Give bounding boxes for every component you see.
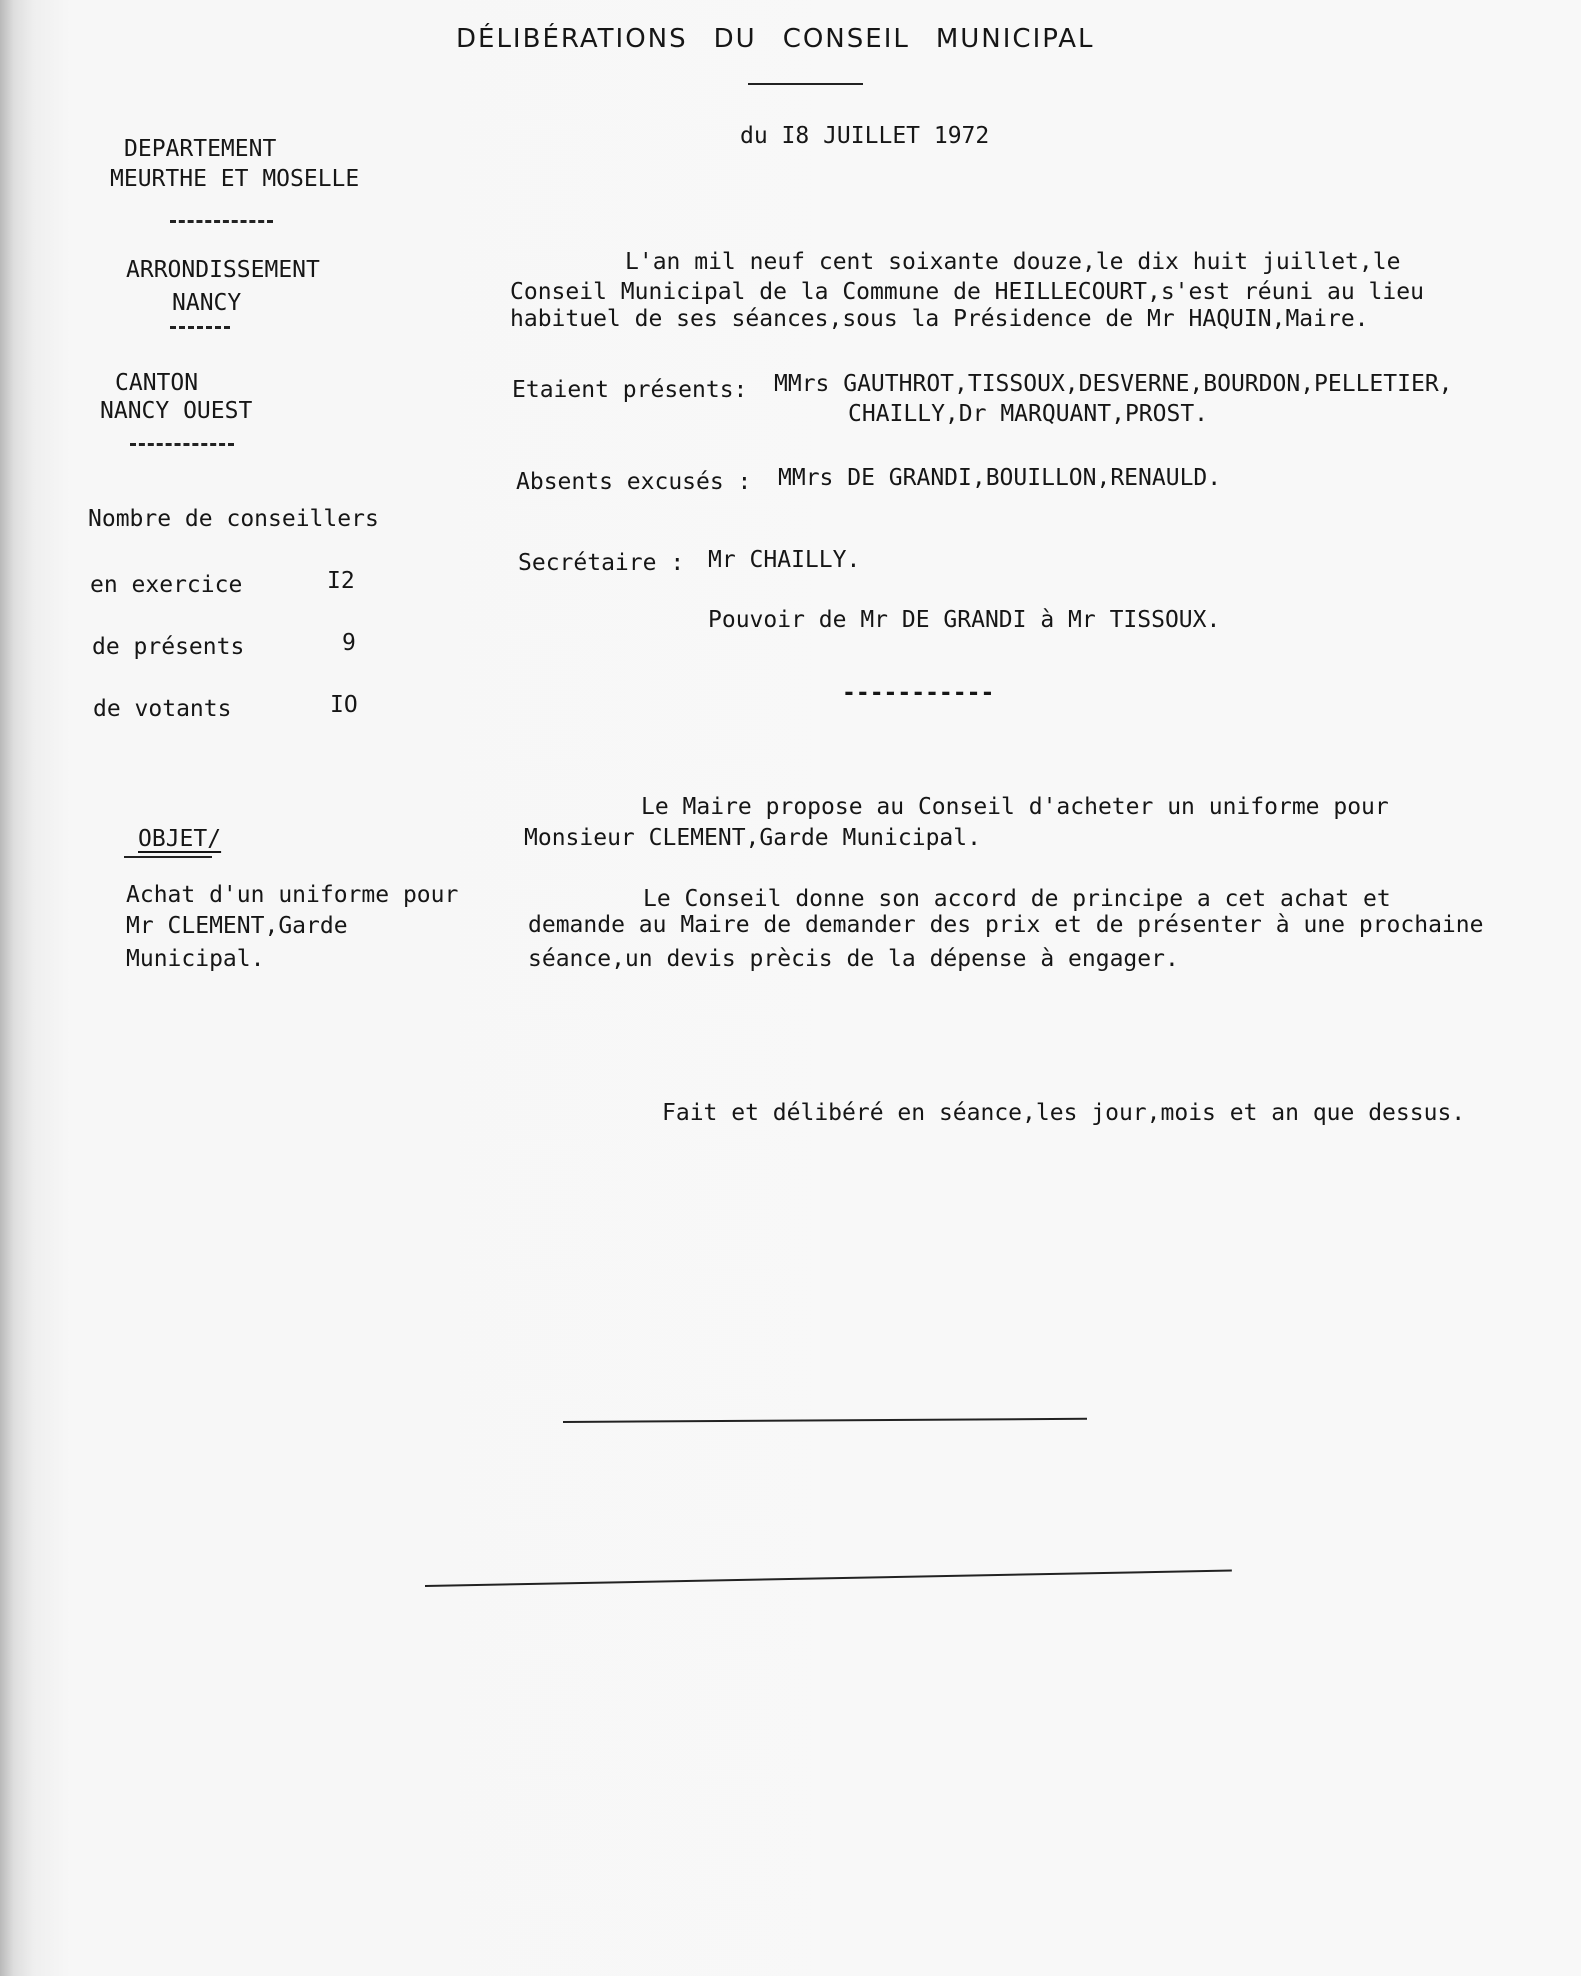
title-word-du: DU (713, 24, 757, 54)
title-word-municipal: MUNICIPAL (935, 24, 1095, 54)
presents-label: Etaient présents: (512, 377, 748, 403)
signature-line-1 (563, 1418, 1087, 1423)
arrondissement-label: ARRONDISSEMENT (126, 257, 320, 283)
intro-line-1: L'an mil neuf cent soixante douze,le dix huit juillet,le (625, 249, 1401, 275)
absents-label: Absents excusés : (516, 469, 752, 495)
decision-line-1: Le Conseil donne son accord de principe a cet achat et (643, 886, 1391, 912)
intro-line-2: Conseil Municipal de la Commune de HEILLECOURT,s'est réuni au lieu (510, 279, 1424, 305)
count-label-exercice: en exercice (90, 572, 243, 598)
meeting-date: du I8 JUILLET 1972 (740, 123, 990, 149)
arrondissement-value: NANCY (172, 290, 242, 316)
secretaire-label: Secrétaire : (518, 550, 685, 576)
title-word-deliberations: DÉLIBÉRATIONS (456, 24, 688, 54)
sidebar-divider-2 (170, 326, 230, 329)
document-title (456, 24, 1095, 54)
presents-line-2: CHAILLY,Dr MARQUANT,PROST. (848, 401, 1209, 427)
closing-line: Fait et délibéré en séance,les jour,mois et an que dessus. (662, 1100, 1466, 1126)
objet-line-1: Achat d'un uniforme pour (126, 882, 459, 908)
signature-line-2 (425, 1570, 1232, 1587)
conseillers-label: Nombre de conseillers (88, 506, 379, 532)
secretaire-value: Mr CHAILLY. (708, 547, 861, 573)
objet-label: OBJET/ (138, 826, 222, 852)
sidebar-divider-1 (170, 220, 273, 223)
objet-line-2: Mr CLEMENT,Garde (126, 913, 348, 939)
decision-line-2: demande au Maire de demander des prix et de présenter à une prochaine (528, 912, 1484, 938)
departement-label: DEPARTEMENT (124, 136, 277, 162)
count-label-presents: de présents (92, 634, 245, 660)
count-label-votants: de votants (93, 696, 232, 722)
intro-line-3: habituel de ses séances,sous la Présidence de Mr HAQUIN,Maire. (510, 306, 1369, 332)
pouvoir-line: Pouvoir de Mr DE GRANDI à Mr TISSOUX. (708, 607, 1221, 633)
canton-label: CANTON (115, 370, 199, 396)
presents-line-1: MMrs GAUTHROT,TISSOUX,DESVERNE,BOURDON,PELLETIER, (774, 371, 1453, 397)
proposal-line-1: Le Maire propose au Conseil d'acheter un uniforme pour (641, 794, 1389, 820)
title-word-conseil: CONSEIL (782, 24, 910, 54)
count-value-exercice: I2 (327, 568, 355, 594)
objet-line-3: Municipal. (126, 946, 265, 972)
count-value-votants: IO (330, 692, 358, 718)
title-underline (748, 83, 863, 85)
objet-underline (124, 856, 212, 858)
departement-value: MEURTHE ET MOSELLE (110, 166, 360, 192)
decision-line-3: séance,un devis prècis de la dépense à engager. (528, 946, 1179, 972)
absents-value: MMrs DE GRANDI,BOUILLON,RENAULD. (778, 465, 1222, 491)
section-separator: ----------- (842, 680, 995, 706)
count-value-presents: 9 (342, 630, 356, 656)
sidebar-divider-3 (130, 443, 234, 446)
proposal-line-2: Monsieur CLEMENT,Garde Municipal. (524, 825, 981, 851)
canton-value: NANCY OUEST (100, 398, 253, 424)
